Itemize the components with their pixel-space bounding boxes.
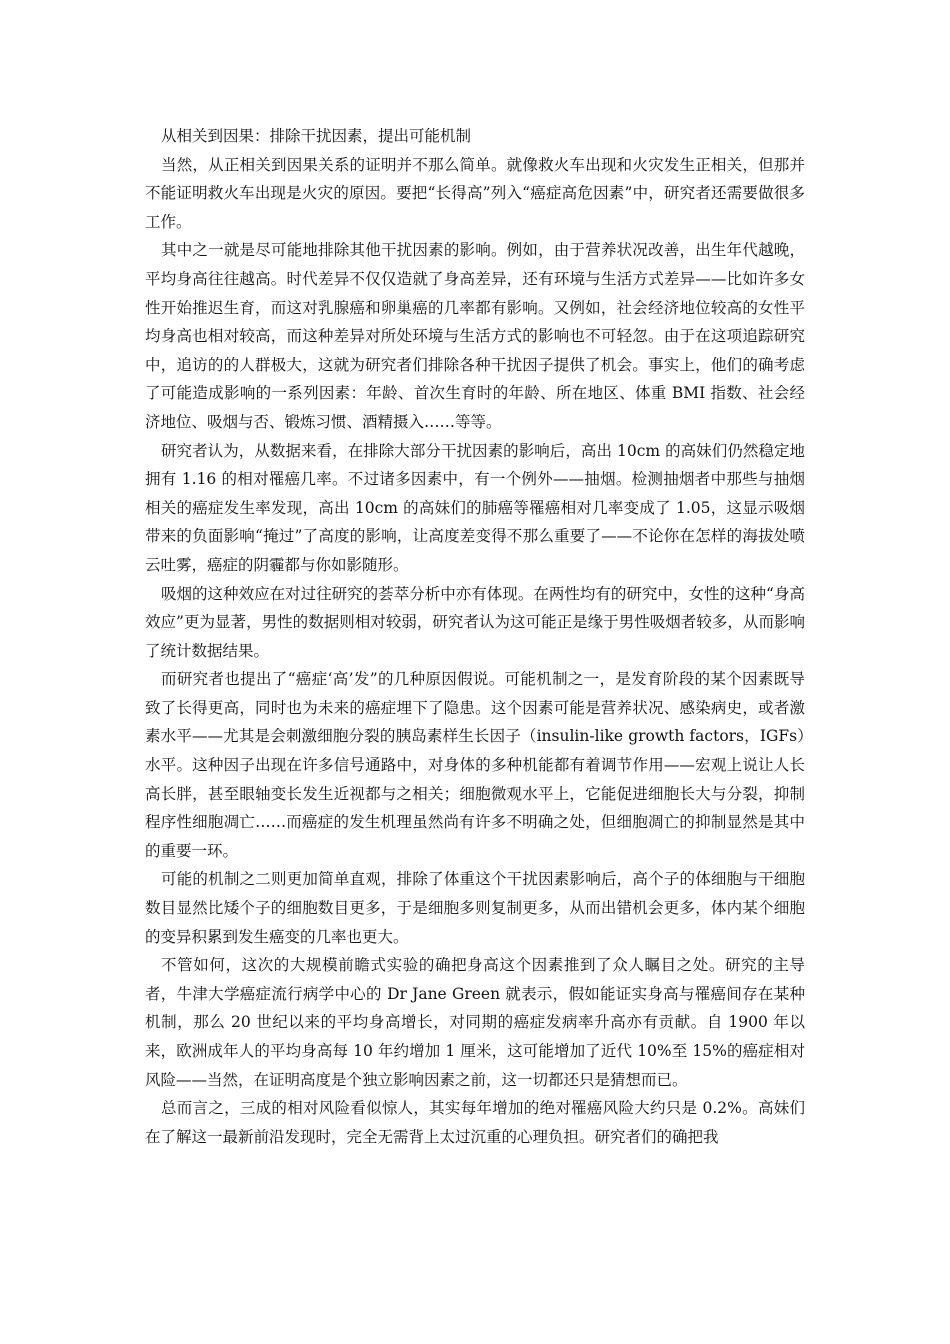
paragraph-causality-intro: 当然，从正相关到因果关系的证明并不那么简单。就像救火车出现和火灾发生正相关，但那并不能证明救火车出现是火灾的原因。要把“长得高”列入“癌症高危因素”中，研究者还需要做很多工作。: [145, 155, 805, 231]
section-heading: 从相关到因果：排除干扰因素，提出可能机制: [161, 127, 472, 145]
paragraph-mechanism-one: 而研究者也提出了“癌症‘高’发”的几种原因假说。可能机制之一，是发育阶段的某个因素既导致了长得更高，同时也为未来的癌症埋下了隐患。这个因素可能是营养状况、感染病史，或者激素水平——尤其是会刺激细胞分裂的胰岛素样生长因子（insulin-like growth factors，IGFs）水平。这种因子出现在许多信号通路中，对身体的多种机能都有着调节作用——宏观上说让人长高长胖，甚至眼轴变长发生近视都与之相关；细胞微观水平上，它能促进细胞长大与分裂，抑制程序性细胞凋亡……而癌症的发生机理虽然尚有许多不明确之处，但细胞凋亡的抑制显然是其中的重要一环。: [145, 670, 805, 860]
paragraph-conclusion: 总而言之，三成的相对风险看似惊人，其实每年增加的绝对罹癌风险大约只是 0.2%。高妹们在了解这一最新前沿发现时，完全无需背上太过沉重的心理负担。研究者们的确把我: [145, 1099, 805, 1146]
article-body: [145, 122, 805, 1151]
paragraph-smoking-exception: 研究者认为，从数据来看，在排除大部分干扰因素的影响后，高出 10cm 的高妹们仍然稳定地拥有 1.16 的相对罹癌几率。不过诸多因素中，有一个例外——抽烟。检测抽烟者中那些与抽烟相关的癌症发生率发现，高出 10cm 的高妹们的肺癌等罹癌相对几率变成了 1.05，这显示吸烟带来的负面影响“掩过”了高度的影响，让高度差变得不那么重要了——不论你在怎样的海拔处喷云吐雾，癌症的阴霾都与你如影随形。: [145, 441, 805, 574]
paragraph-mechanism-two: 可能的机制之二则更加简单直观，排除了体重这个干扰因素影响后，高个子的体细胞与干细胞数目显然比矮个子的细胞数目更多，于是细胞多则复制更多，从而出错机会更多，体内某个细胞的变异积累到发生癌变的几率也更大。: [145, 870, 805, 946]
paragraph-study-lead: 不管如何，这次的大规模前瞻式实验的确把身高这个因素推到了众人瞩目之处。研究的主导者，牛津大学癌症流行病学中心的 Dr Jane Green 就表示，假如能证实身高与罹癌间存在某种机制，那么 20 世纪以来的平均身高增长，对同期的癌症发病率升高亦有贡献。自 1900 年以来，欧洲成年人的平均身高每 10 年约增加 1 厘米，这可能增加了近代 10%至 15%的癌症相对风险——当然，在证明高度是个独立影响因素之前，这一切都还只是猜想而已。: [145, 956, 805, 1089]
paragraph-meta-analysis: 吸烟的这种效应在对过往研究的荟萃分析中亦有体现。在两性均有的研究中，女性的这种“身高效应”更为显著，男性的数据则相对较弱，研究者认为这可能正是缘于男性吸烟者较多，从而影响了统计数据结果。: [145, 584, 805, 660]
paragraph-confounders: 其中之一就是尽可能地排除其他干扰因素的影响。例如，由于营养状况改善，出生年代越晚，平均身高往往越高。时代差异不仅仅造就了身高差异，还有环境与生活方式差异——比如许多女性开始推迟生育，而这对乳腺癌和卵巢癌的几率都有影响。又例如，社会经济地位较高的女性平均身高也相对较高，而这种差异对所处环境与生活方式的影响也不可轻忽。由于在这项追踪研究中，追访的的人群极大，这就为研究者们排除各种干扰因子提供了机会。事实上，他们的确考虑了可能造成影响的一系列因素：年龄、首次生育时的年龄、所在地区、体重 BMI 指数、社会经济地位、吸烟与否、锻炼习惯、酒精摄入……等等。: [145, 241, 805, 431]
